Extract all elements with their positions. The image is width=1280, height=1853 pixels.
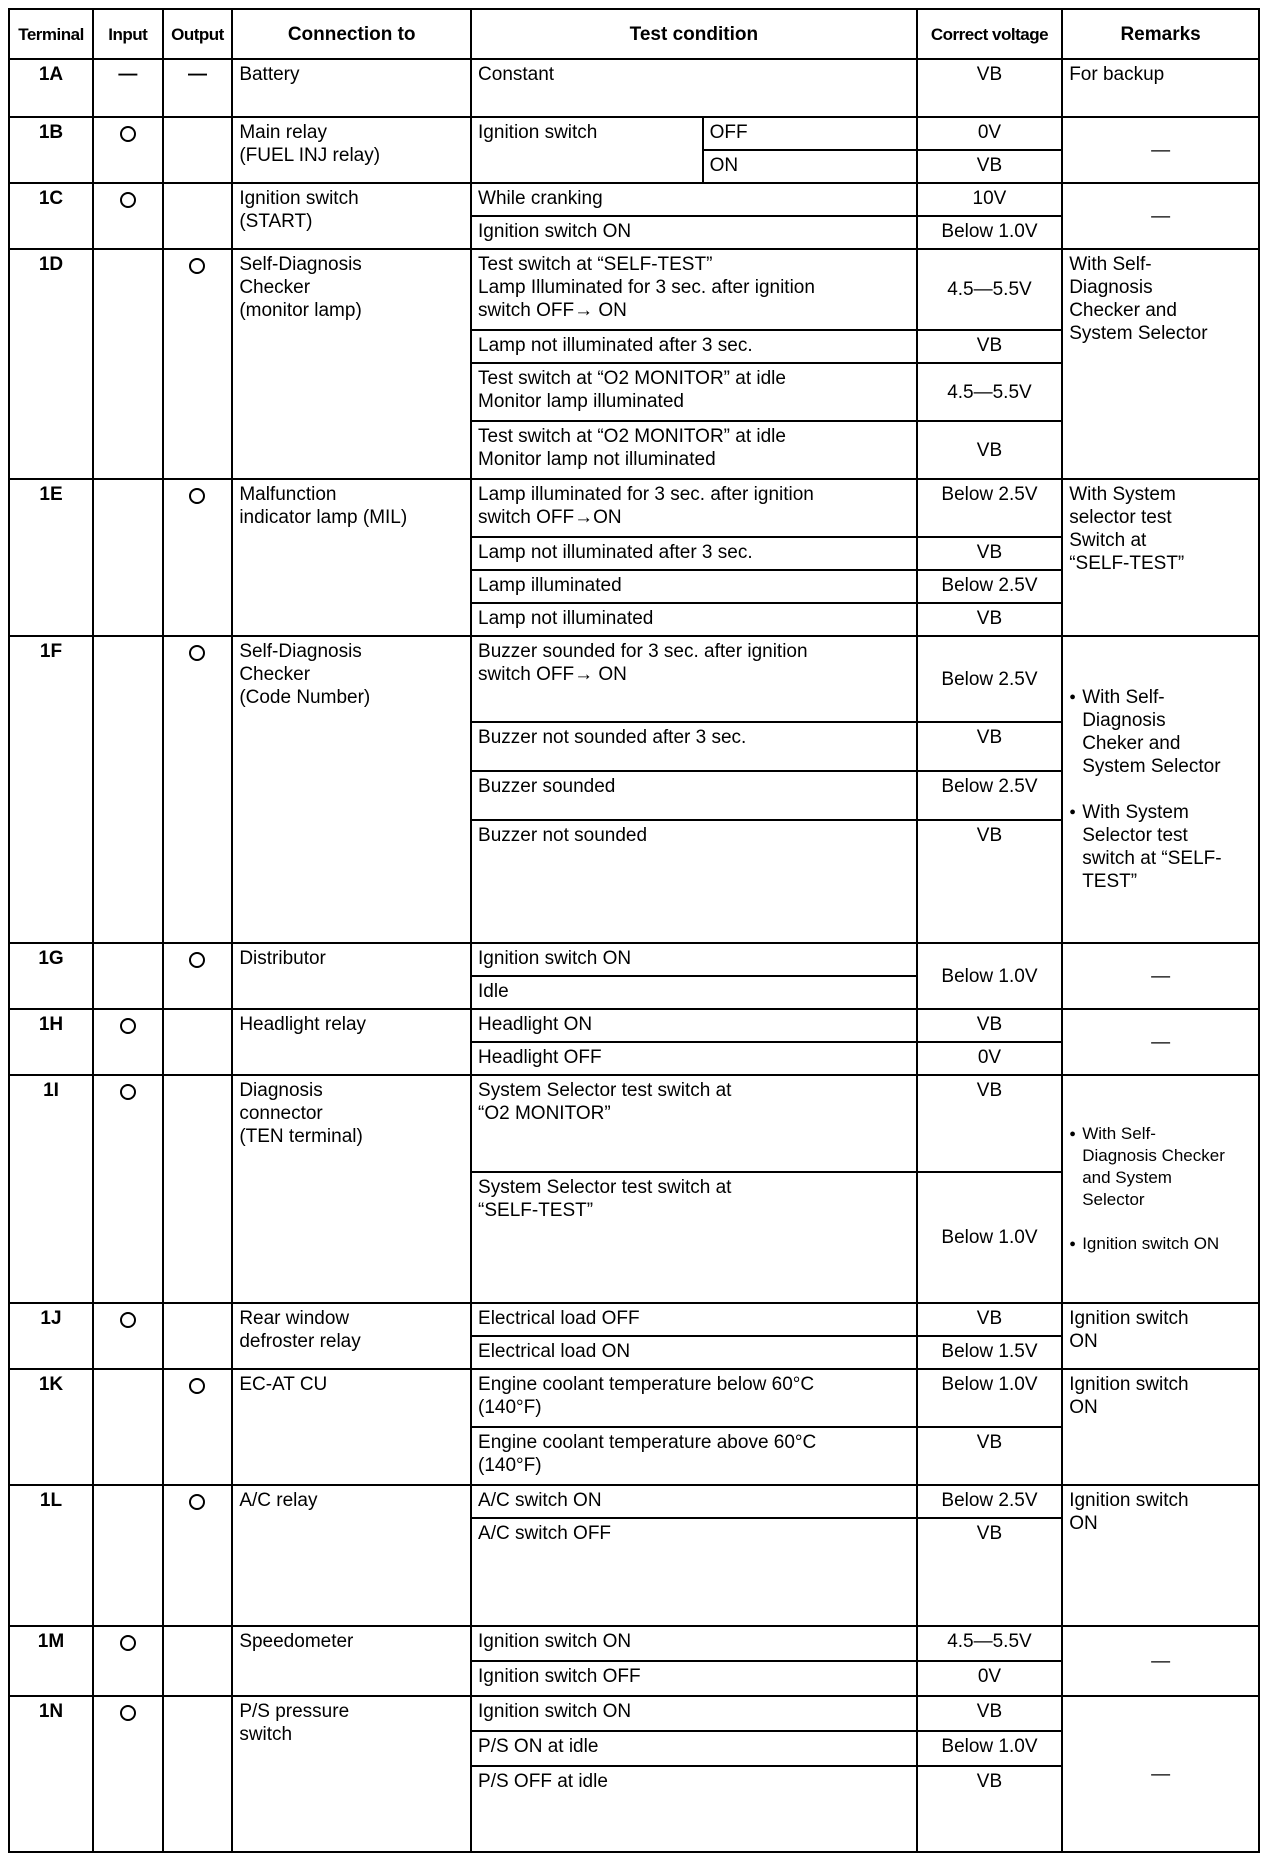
dash-mark: — xyxy=(118,64,138,85)
input-cell xyxy=(93,1303,163,1369)
voltage-cell: VB xyxy=(917,1075,1062,1172)
condition-cell: P/S OFF at idle xyxy=(471,1766,917,1852)
dash-mark: — xyxy=(187,64,207,85)
condition-cell: Test switch at “SELF-TEST” Lamp Illuminated for 3 sec. after ignition switch OFF→ ON xyxy=(471,249,917,330)
remarks-cell: — xyxy=(1062,183,1259,249)
voltage-cell: 4.5—5.5V xyxy=(917,363,1062,421)
remarks-cell: With Self- Diagnosis Checker and System Selector xyxy=(1062,249,1259,479)
input-cell xyxy=(93,636,163,943)
terminal-cell: 1F xyxy=(9,636,93,943)
terminal-voltage-table-container xyxy=(8,8,1260,1853)
table-row xyxy=(9,943,1259,976)
table-row xyxy=(9,479,1259,537)
output-cell xyxy=(163,1696,233,1852)
table-row xyxy=(9,1485,1259,1518)
output-cell xyxy=(163,1369,233,1485)
voltage-cell: VB xyxy=(917,1766,1062,1852)
table-row xyxy=(9,1369,1259,1427)
voltage-cell: Below 1.0V xyxy=(917,1369,1062,1427)
condition-cell: Test switch at “O2 MONITOR” at idle Monitor lamp illuminated xyxy=(471,363,917,421)
remarks-cell: With System selector test Switch at “SELF-TEST” xyxy=(1062,479,1259,636)
input-cell xyxy=(93,249,163,479)
circle-mark xyxy=(189,1494,205,1510)
input-cell xyxy=(93,1075,163,1303)
voltage-cell: VB xyxy=(917,1009,1062,1042)
voltage-cell: 10V xyxy=(917,183,1062,216)
output-cell xyxy=(163,1075,233,1303)
remarks-bullet: ● With Self- Diagnosis Checker and System Selector xyxy=(1069,1123,1256,1211)
voltage-cell: VB xyxy=(917,1427,1062,1485)
condition-cell: Ignition switch ON xyxy=(471,1626,917,1661)
output-cell xyxy=(163,636,233,943)
voltage-cell: VB xyxy=(917,330,1062,363)
connection-cell: Battery xyxy=(232,59,471,117)
header-row xyxy=(9,9,1259,59)
output-cell xyxy=(163,479,233,636)
header-output: Output xyxy=(163,9,233,59)
output-cell xyxy=(163,59,233,117)
header-input: Input xyxy=(93,9,163,59)
voltage-cell: VB xyxy=(917,722,1062,771)
voltage-cell: Below 2.5V xyxy=(917,570,1062,603)
connection-cell: Rear window defroster relay xyxy=(232,1303,471,1369)
table-row xyxy=(9,636,1259,722)
remarks-bullet: ● With System Selector test switch at “SELF- TEST” xyxy=(1069,801,1252,893)
voltage-cell: VB xyxy=(917,603,1062,636)
connection-cell: EC-AT CU xyxy=(232,1369,471,1485)
remarks-cell: Ignition switch ON xyxy=(1062,1485,1259,1626)
condition-cell: Headlight ON xyxy=(471,1009,917,1042)
voltage-cell: VB xyxy=(917,59,1062,117)
condition-cell: Lamp illuminated xyxy=(471,570,917,603)
condition-cell: Constant xyxy=(471,59,917,117)
table-row xyxy=(9,1009,1259,1042)
voltage-cell: Below 2.5V xyxy=(917,1485,1062,1518)
remarks-cell: For backup xyxy=(1062,59,1259,117)
voltage-cell: 4.5—5.5V xyxy=(917,249,1062,330)
voltage-cell: 4.5—5.5V xyxy=(917,1626,1062,1661)
circle-mark xyxy=(189,488,205,504)
condition-cell: While cranking xyxy=(471,183,917,216)
circle-mark xyxy=(120,1018,136,1034)
voltage-cell: VB xyxy=(917,150,1062,183)
circle-mark xyxy=(120,192,136,208)
voltage-cell: VB xyxy=(917,1518,1062,1626)
condition-cell: System Selector test switch at “O2 MONITOR” xyxy=(471,1075,917,1172)
connection-cell: Distributor xyxy=(232,943,471,1009)
remarks-cell: Ignition switch ON xyxy=(1062,1303,1259,1369)
remarks-bullet: ● Ignition switch ON xyxy=(1069,1233,1256,1255)
condition-cell: Buzzer sounded for 3 sec. after ignition switch OFF→ ON xyxy=(471,636,917,722)
condition-cell: Lamp illuminated for 3 sec. after ignition switch OFF→ON xyxy=(471,479,917,537)
connection-cell: Malfunction indicator lamp (MIL) xyxy=(232,479,471,636)
table-row xyxy=(9,249,1259,330)
condition-cell: Ignition switch ON xyxy=(471,1696,917,1731)
table-row xyxy=(9,1696,1259,1731)
terminal-cell: 1L xyxy=(9,1485,93,1626)
remarks-bullet: ● With Self- Diagnosis Cheker and System Selector xyxy=(1069,686,1252,778)
condition-cell: Ignition switch ON xyxy=(471,216,917,249)
remarks-bullet-list xyxy=(1069,1101,1256,1277)
voltage-cell: 0V xyxy=(917,1042,1062,1075)
table-row xyxy=(9,1075,1259,1172)
table-row xyxy=(9,117,1259,150)
output-cell xyxy=(163,183,233,249)
terminal-cell: 1B xyxy=(9,117,93,183)
voltage-cell: Below 1.0V xyxy=(917,216,1062,249)
table-row xyxy=(9,1303,1259,1336)
voltage-cell: VB xyxy=(917,1303,1062,1336)
input-cell xyxy=(93,1485,163,1626)
circle-mark xyxy=(120,1635,136,1651)
input-cell xyxy=(93,479,163,636)
condition-cell: Buzzer not sounded xyxy=(471,820,917,943)
voltage-cell: VB xyxy=(917,820,1062,943)
terminal-cell: 1I xyxy=(9,1075,93,1303)
circle-mark xyxy=(189,258,205,274)
output-cell xyxy=(163,1485,233,1626)
connection-cell: Diagnosis connector (TEN terminal) xyxy=(232,1075,471,1303)
terminal-voltage-table xyxy=(8,8,1260,1853)
terminal-cell: 1E xyxy=(9,479,93,636)
remarks-cell xyxy=(1062,636,1259,943)
voltage-cell: Below 2.5V xyxy=(917,636,1062,722)
terminal-cell: 1N xyxy=(9,1696,93,1852)
header-terminal: Terminal xyxy=(9,9,93,59)
condition-cell: System Selector test switch at “SELF-TEST” xyxy=(471,1172,917,1303)
remarks-cell: — xyxy=(1062,1009,1259,1075)
circle-mark xyxy=(189,645,205,661)
condition-cell: Engine coolant temperature below 60°C (140°F) xyxy=(471,1369,917,1427)
voltage-cell: Below 2.5V xyxy=(917,771,1062,820)
input-cell xyxy=(93,1369,163,1485)
terminal-cell: 1K xyxy=(9,1369,93,1485)
terminal-cell: 1H xyxy=(9,1009,93,1075)
remarks-cell: Ignition switch ON xyxy=(1062,1369,1259,1485)
input-cell xyxy=(93,117,163,183)
remarks-cell xyxy=(1062,1075,1259,1303)
terminal-cell: 1G xyxy=(9,943,93,1009)
condition-cell: Lamp not illuminated xyxy=(471,603,917,636)
connection-cell: A/C relay xyxy=(232,1485,471,1626)
condition-cell: Lamp not illuminated after 3 sec. xyxy=(471,330,917,363)
condition-cell: Engine coolant temperature above 60°C (140°F) xyxy=(471,1427,917,1485)
output-cell xyxy=(163,1009,233,1075)
connection-cell: Headlight relay xyxy=(232,1009,471,1075)
condition-subcell: OFF xyxy=(703,117,917,150)
voltage-cell: Below 1.0V xyxy=(917,1172,1062,1303)
connection-cell: Self-Diagnosis Checker (Code Number) xyxy=(232,636,471,943)
circle-mark xyxy=(189,1378,205,1394)
remarks-cell: — xyxy=(1062,1626,1259,1696)
output-cell xyxy=(163,117,233,183)
input-cell xyxy=(93,1626,163,1696)
terminal-cell: 1C xyxy=(9,183,93,249)
condition-cell: Ignition switch xyxy=(471,117,703,183)
header-remarks: Remarks xyxy=(1062,9,1259,59)
condition-cell: Test switch at “O2 MONITOR” at idle Monitor lamp not illuminated xyxy=(471,421,917,479)
condition-cell: Buzzer not sounded after 3 sec. xyxy=(471,722,917,771)
header-correct-voltage: Correct voltage xyxy=(917,9,1062,59)
header-test-condition: Test condition xyxy=(471,9,917,59)
condition-cell: P/S ON at idle xyxy=(471,1731,917,1766)
voltage-cell: 0V xyxy=(917,117,1062,150)
output-cell xyxy=(163,249,233,479)
connection-cell: Ignition switch (START) xyxy=(232,183,471,249)
circle-mark xyxy=(189,952,205,968)
circle-mark xyxy=(120,1312,136,1328)
connection-cell: P/S pressure switch xyxy=(232,1696,471,1852)
condition-cell: A/C switch OFF xyxy=(471,1518,917,1626)
circle-mark xyxy=(120,1084,136,1100)
voltage-cell: Below 2.5V xyxy=(917,479,1062,537)
input-cell xyxy=(93,59,163,117)
voltage-cell: Below 1.0V xyxy=(917,943,1062,1009)
remarks-cell: — xyxy=(1062,117,1259,183)
input-cell xyxy=(93,183,163,249)
condition-cell: Ignition switch OFF xyxy=(471,1661,917,1696)
connection-cell: Main relay (FUEL INJ relay) xyxy=(232,117,471,183)
table-row xyxy=(9,183,1259,216)
voltage-cell: VB xyxy=(917,537,1062,570)
output-cell xyxy=(163,1626,233,1696)
terminal-cell: 1J xyxy=(9,1303,93,1369)
remarks-cell: — xyxy=(1062,943,1259,1009)
condition-cell: Lamp not illuminated after 3 sec. xyxy=(471,537,917,570)
condition-cell: A/C switch ON xyxy=(471,1485,917,1518)
condition-cell: Idle xyxy=(471,976,917,1009)
circle-mark xyxy=(120,126,136,142)
remarks-bullet-list xyxy=(1069,663,1252,916)
condition-cell: Headlight OFF xyxy=(471,1042,917,1075)
voltage-cell: VB xyxy=(917,421,1062,479)
condition-subcell: ON xyxy=(703,150,917,183)
voltage-cell: Below 1.0V xyxy=(917,1731,1062,1766)
connection-cell: Speedometer xyxy=(232,1626,471,1696)
condition-cell: Ignition switch ON xyxy=(471,943,917,976)
voltage-cell: VB xyxy=(917,1696,1062,1731)
terminal-cell: 1D xyxy=(9,249,93,479)
connection-cell: Self-Diagnosis Checker (monitor lamp) xyxy=(232,249,471,479)
remarks-cell: — xyxy=(1062,1696,1259,1852)
circle-mark xyxy=(120,1705,136,1721)
table-row xyxy=(9,1626,1259,1661)
voltage-cell: 0V xyxy=(917,1661,1062,1696)
output-cell xyxy=(163,943,233,1009)
input-cell xyxy=(93,1696,163,1852)
output-cell xyxy=(163,1303,233,1369)
terminal-cell: 1M xyxy=(9,1626,93,1696)
table-row xyxy=(9,59,1259,117)
input-cell xyxy=(93,943,163,1009)
header-connection: Connection to xyxy=(232,9,471,59)
condition-cell: Buzzer sounded xyxy=(471,771,917,820)
terminal-cell: 1A xyxy=(9,59,93,117)
voltage-cell: Below 1.5V xyxy=(917,1336,1062,1369)
input-cell xyxy=(93,1009,163,1075)
condition-cell: Electrical load ON xyxy=(471,1336,917,1369)
condition-cell: Electrical load OFF xyxy=(471,1303,917,1336)
